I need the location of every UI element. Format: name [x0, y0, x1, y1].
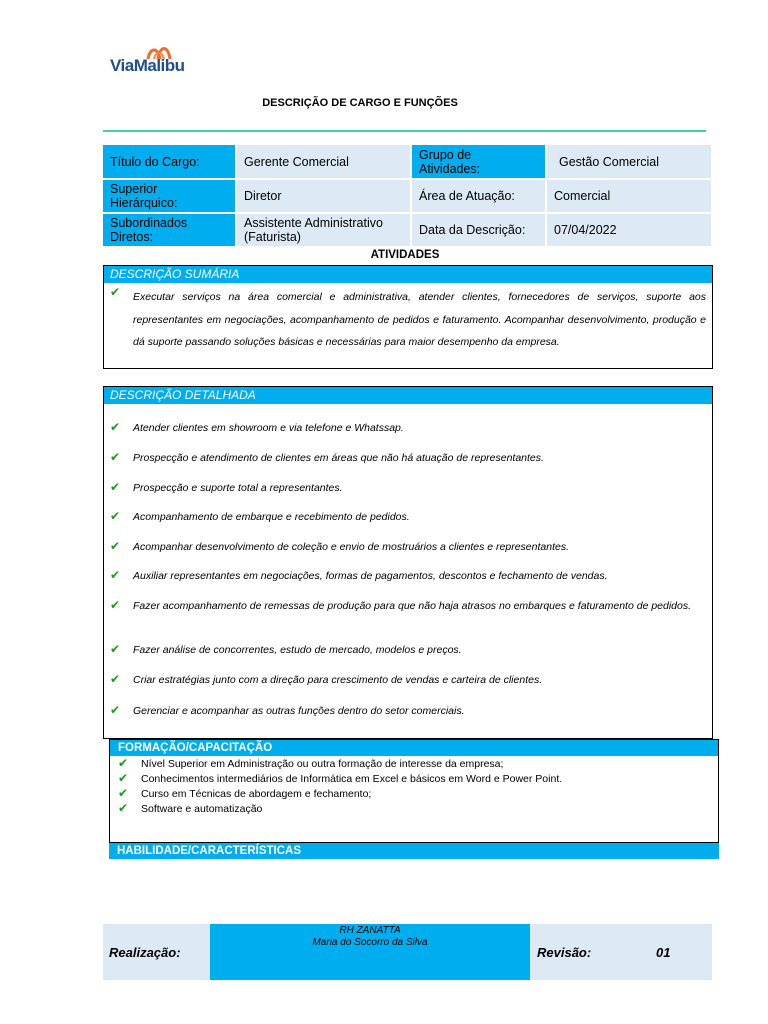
descricao-sumaria-box — [103, 265, 713, 369]
revisao-value: 01 — [642, 924, 712, 980]
formacao-item: Software e automatização — [141, 803, 263, 815]
check-icon: ✔ — [110, 420, 121, 434]
data-label: Data da Descrição: — [412, 214, 545, 246]
logo-text: ViaMalibu — [110, 56, 185, 75]
check-icon: ✔ — [110, 509, 121, 523]
detail-item: Atender clientes em showroom e via telefone e Whatssap. — [133, 422, 404, 434]
grupo-value: Gestão Comercial — [547, 145, 711, 178]
detail-item: Acompanhamento de embarque e recebimento de pedidos. — [133, 511, 410, 523]
titulo-value: Gerente Comercial — [237, 145, 410, 178]
check-icon: ✔ — [118, 771, 129, 785]
data-value: 07/04/2022 — [547, 214, 711, 246]
descricao-detalhada-title: DESCRIÇÃO DETALHADA — [104, 387, 712, 404]
formacao-item: Curso em Técnicas de abordagem e fechamento; — [141, 788, 372, 800]
check-icon: ✔ — [110, 598, 121, 612]
descricao-sumaria-text: Executar serviços na área comercial e administrativa, atender clientes, fornecedores de serviços, suporte aos representantes em negociações, acompanhamento de pedidos e faturamento. Acompanhar desenvolvimento, produção e dá suporte passando soluções básicas e necessárias para maior desempenho da empresa. — [133, 291, 706, 348]
detail-item: Prospecção e atendimento de clientes em áreas que não há atuação de representantes. — [133, 452, 544, 464]
subordinados-value: Assistente Administrativo (Faturista) — [237, 214, 410, 246]
formacao-box — [109, 739, 719, 843]
company-logo — [110, 44, 220, 78]
detail-item: Criar estratégias junto com a direção para crescimento de vendas e carteira de clientes. — [133, 674, 543, 686]
check-icon: ✔ — [110, 672, 121, 686]
check-icon: ✔ — [110, 480, 121, 494]
check-icon: ✔ — [110, 450, 121, 464]
detail-item: Prospecção e suporte total a representantes. — [133, 482, 343, 494]
formacao-item: Nível Superior em Administração ou outra formação de interesse da empresa; — [141, 758, 504, 770]
detail-item: Auxiliar representantes em negociações, formas de pagamentos, descontos e fechamento de vendas. — [133, 570, 608, 582]
revisao-label: Revisão: — [530, 924, 642, 980]
check-icon: ✔ — [110, 539, 121, 553]
check-icon: ✔ — [110, 703, 121, 717]
check-icon: ✔ — [118, 786, 129, 800]
detail-item: Fazer acompanhamento de remessas de produção para que não haja atrasos no embarques e faturamento de pedidos. — [133, 600, 692, 612]
check-icon: ✔ — [110, 642, 121, 656]
check-icon: ✔ — [118, 756, 129, 770]
superior-label: Superior Hierárquico: — [103, 180, 235, 212]
title-divider — [103, 130, 706, 132]
formacao-title: FORMAÇÃO/CAPACITAÇÃO — [110, 740, 718, 756]
responsavel-name: Maria do Socorro da Silva — [312, 937, 428, 948]
check-icon: ✔ — [110, 568, 121, 582]
realizacao-info — [210, 924, 530, 980]
check-icon: ✔ — [118, 801, 129, 815]
detail-item: Acompanhar desenvolvimento de coleção e envio de mostruários a clientes e representantes. — [133, 541, 570, 553]
rh-name: RH ZANATTA — [339, 925, 401, 936]
superior-value: Diretor — [237, 180, 410, 212]
descricao-sumaria-title: DESCRIÇÃO SUMÁRIA — [104, 266, 712, 283]
realizacao-label: Realização: — [103, 924, 210, 980]
detail-item: Gerenciar e acompanhar as outras funções dentro do setor comerciais. — [133, 705, 465, 717]
subordinados-label: Subordinados Diretos: — [103, 214, 235, 246]
area-label: Área de Atuação: — [412, 180, 545, 212]
atividades-heading: ATIVIDADES — [370, 249, 440, 261]
detail-item: Fazer análise de concorrentes, estudo de mercado, modelos e preços. — [133, 644, 462, 656]
titulo-label: Título do Cargo: — [103, 145, 235, 178]
document-title: DESCRIÇÃO DE CARGO E FUNÇÕES — [262, 97, 458, 109]
area-value: Comercial — [547, 180, 711, 212]
check-icon: ✔ — [110, 285, 121, 299]
habilidade-title: HABILIDADE/CARACTERÍSTICAS — [109, 843, 719, 859]
descricao-detalhada-box — [103, 386, 713, 739]
formacao-item: Conhecimentos intermediários de Informática em Excel e básicos em Word e Power Point. — [141, 773, 563, 785]
grupo-label: Grupo de Atividades: — [412, 145, 545, 178]
